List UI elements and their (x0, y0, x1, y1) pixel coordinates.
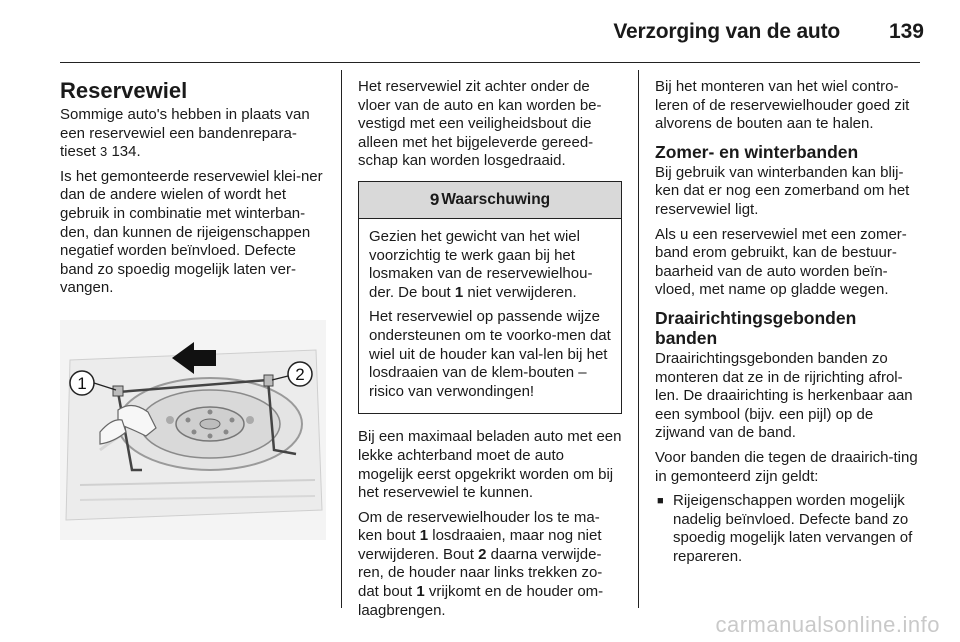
list-item (655, 492, 920, 566)
paragraph: Bij een maximaal beladen auto met een lekke achterband moet de auto mogelijk eerst opgekrikt worden om bij het reservewiel te kunnen. (358, 428, 622, 502)
running-title: Verzorging van de auto (613, 20, 840, 43)
warning-body (359, 219, 621, 413)
callout-label-1: 1 (77, 373, 87, 393)
bolt-reference: 1 (416, 583, 425, 601)
column-divider-1 (341, 70, 342, 608)
warning-header (359, 182, 621, 219)
text: niet verwijderen. (463, 283, 577, 301)
page-header (0, 0, 960, 62)
text: vrijkomt en de houder om-laagbrengen. (358, 583, 604, 619)
watermark: carmanualsonline.info (715, 612, 940, 637)
bullet-icon: ■ (657, 495, 664, 508)
text: losdraaien, maar nog niet verwijderen. Bout (358, 527, 602, 563)
page-number: 139 (888, 20, 924, 43)
header-divider (60, 62, 920, 63)
section-heading-winter-tires: Zomer- en winterbanden (655, 141, 859, 162)
paragraph (60, 106, 326, 162)
section-heading-directional-tires: Draairichtingsgebonden banden (655, 307, 857, 348)
column-3 (655, 64, 920, 572)
column-1 (60, 64, 326, 540)
bolt-reference: 1 (454, 283, 464, 301)
paragraph: Draairichtingsgebonden banden zo monteren dat ze in de rijrichting afrol-len. De draairichting is herkenbaar aan een symbool (bijv. een pijl) op de zijwand van de band. (655, 349, 913, 442)
bolt-reference: 2 (478, 545, 487, 563)
paragraph: Bij gebruik van winterbanden kan blij-ken dat er nog een zomerband om het reservewiel ligt. (655, 163, 910, 218)
column-divider-2 (638, 70, 639, 608)
column-2 (358, 64, 622, 626)
cross-reference-icon: 3 (100, 144, 108, 160)
callout-label-2: 2 (295, 364, 305, 384)
warning-box (358, 181, 622, 414)
warning-paragraph (369, 228, 611, 302)
spare-wheel-illustration (60, 320, 326, 540)
spare-wheel-figure (60, 320, 326, 540)
paragraph: Bij het monteren van het wiel contro-leren of de reservewielhouder goed zit alvorens de bouten aan te halen. (655, 78, 910, 133)
paragraph: Als u een reservewiel met een zomer-band erom gebruikt, kan de bestuur-baarheid van de auto worden beïn-vloed, met name op gladde wegen. (655, 225, 907, 299)
bolt-reference: 1 (419, 527, 429, 545)
text: daarna verwijde-ren, de houder naar links trekken zo-dat bout (358, 545, 603, 601)
paragraph: Is het gemonteerde reservewiel klei-ner dan de andere wielen of wordt het gebruik in combinatie met winterban-den, dan kunnen de rijeigenschappen negatief worden beïnvloed. Defecte band zo spoedig mogelijk laten ver-vangen. (60, 167, 323, 297)
paragraph: Het reservewiel zit achter onder de vloer van de auto en kan worden be-vestigd met een veiligheidsbout die alleen met het bijgeleverde gereed-schap kan worden losgedraaid. (358, 78, 602, 170)
paragraph-text: Sommige auto's hebben in plaats van een reservewiel een bandenrepara-tieset (60, 106, 310, 161)
cross-reference-page[interactable]: 134. (111, 143, 141, 161)
text: Gezien het gewicht van het wiel voorzichtig te werk gaan bij het losmaken van de reservewielhou-der. De bout (369, 227, 593, 301)
warning-paragraph: Het reservewiel op passende wijze ondersteunen om te voorko-men dat wiel uit de houder kan val-len bij het losdraaien van de klem-bouten – risico van verwondingen! (369, 308, 611, 400)
warning-title: Waarschuwing (441, 190, 551, 208)
paragraph (358, 509, 622, 621)
list-item-text: Rijeigenschappen worden mogelijk nadelig beïnvloed. Defecte band zo spoedig mogelijk laten vervangen of repareren. (673, 492, 913, 565)
warning-icon: 9 (429, 189, 440, 209)
text: Om de reservewielhouder los te ma-ken bout (358, 508, 600, 545)
paragraph: Voor banden die tegen de draairich-ting in gemonteerd zijn geldt: (655, 448, 918, 485)
section-heading-reservewiel: Reservewiel (60, 78, 188, 103)
